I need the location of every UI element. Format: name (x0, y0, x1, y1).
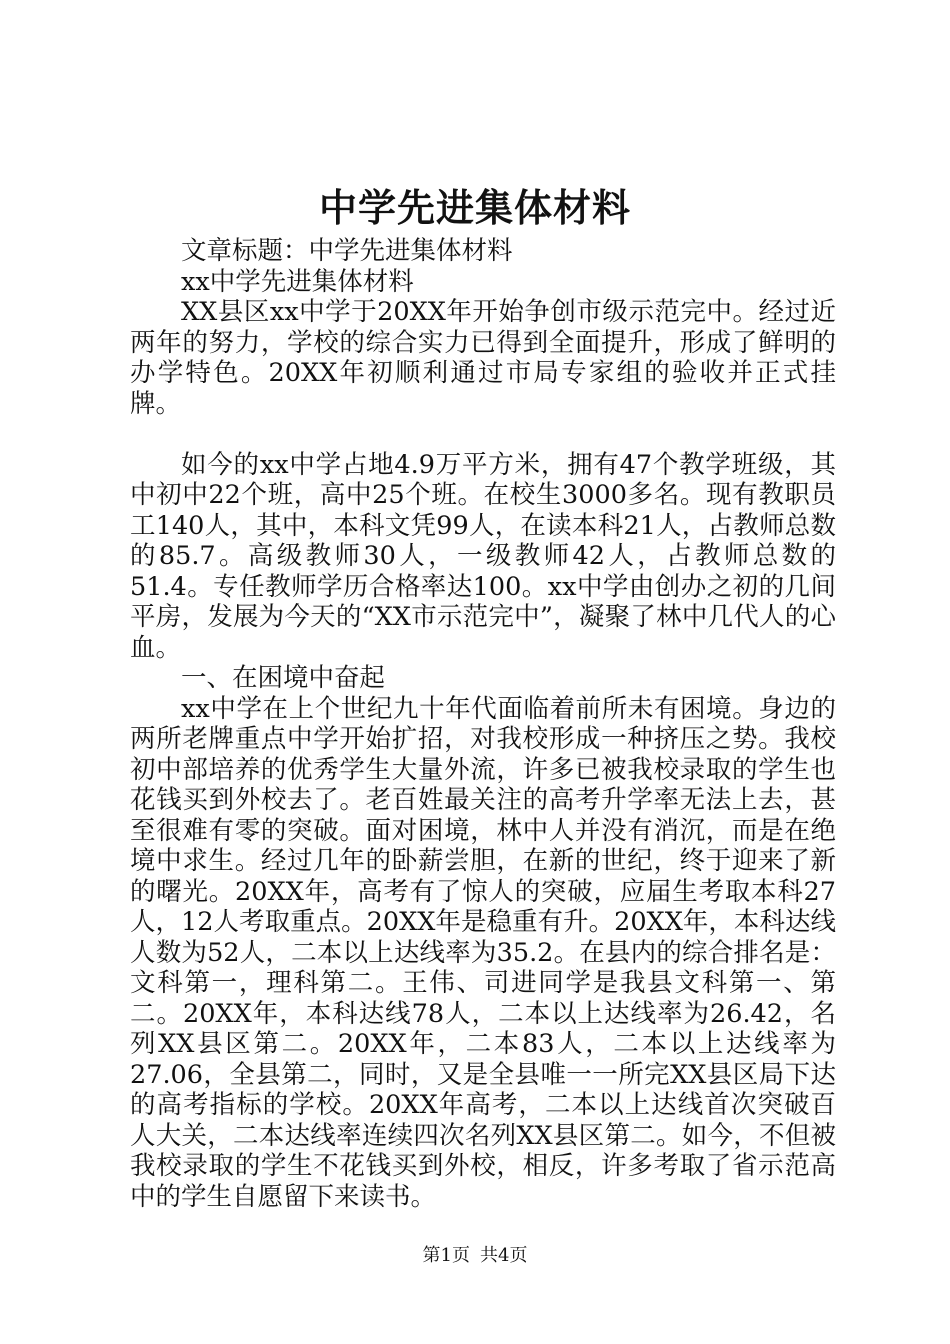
page-number: 第1页 (422, 1245, 470, 1266)
section-heading: 一、在困境中奋起 (181, 663, 386, 693)
document-body (130, 236, 836, 1212)
paragraph-history: xx中学在上个世纪九十年代面临着前所未有困境。身边的两所老牌重点中学开始扩招，对我校形成一种挤压之势。我校初中部培养的优秀学生大量外流，许多已被我校录取的学生也花钱买到外校去了。老百姓最关注的高考升学率无法上去，甚至很难有零的突破。面对困境，林中人并没有消沉，而是在绝境中求生。经过几年的卧薪尝胆，在新的世纪，终于迎来了新的曙光。20XX年，高考有了惊人的突破，应届生考取本科27人，12人考取重点。20XX年是稳重有升。20XX年，本科达线人数为52人，二本以上达线率为35.2。在县内的综合排名是：文科第一，理科第二。王伟、司进同学是我县文科第一、第二。20XX年，本科达线78人，二本以上达线率为26.42，名列XX县区第二。20XX年，二本83人，二本以上达线率为27.06，全县第二，同时，又是全县唯一一所完XX县区局下达的高考指标的学校。20XX年高考，二本以上达线首次突破百人大关，二本达线率连续四次名列XX县区第二。如今，不但被我校录取的学生不花钱买到外校，相反，许多考取了省示范高中的学生自愿留下来读书。 (130, 693, 836, 1212)
article-title-line: 文章标题：中学先进集体材料 (181, 236, 513, 266)
document-title: 中学先进集体材料 (318, 185, 631, 230)
paragraph-overview: 如今的xx中学占地4.9万平方米，拥有47个教学班级，其中初中22个班，高中25个班。在校生3000多名。现有教职员工140人，其中，本科文凭99人，在读本科21人，占教师总数的85.7。高级教师30人，一级教师42人，占教师总数的51.4。专任教师学历合格率达100。xx中学由创办之初的几间平房，发展为今天的“XX市示范完中”，凝聚了林中几代人的心血。 (130, 449, 836, 663)
page-total: 共4页 (480, 1245, 528, 1266)
subtitle-line: xx中学先进集体材料 (181, 266, 414, 297)
page-footer (0, 1244, 950, 1268)
paragraph-intro: XX县区xx中学于20XX年开始争创市级示范完中。经过近两年的努力，学校的综合实力已得到全面提升，形成了鲜明的办学特色。20XX年初顺利通过市局专家组的验收并正式挂牌。 (130, 297, 836, 419)
